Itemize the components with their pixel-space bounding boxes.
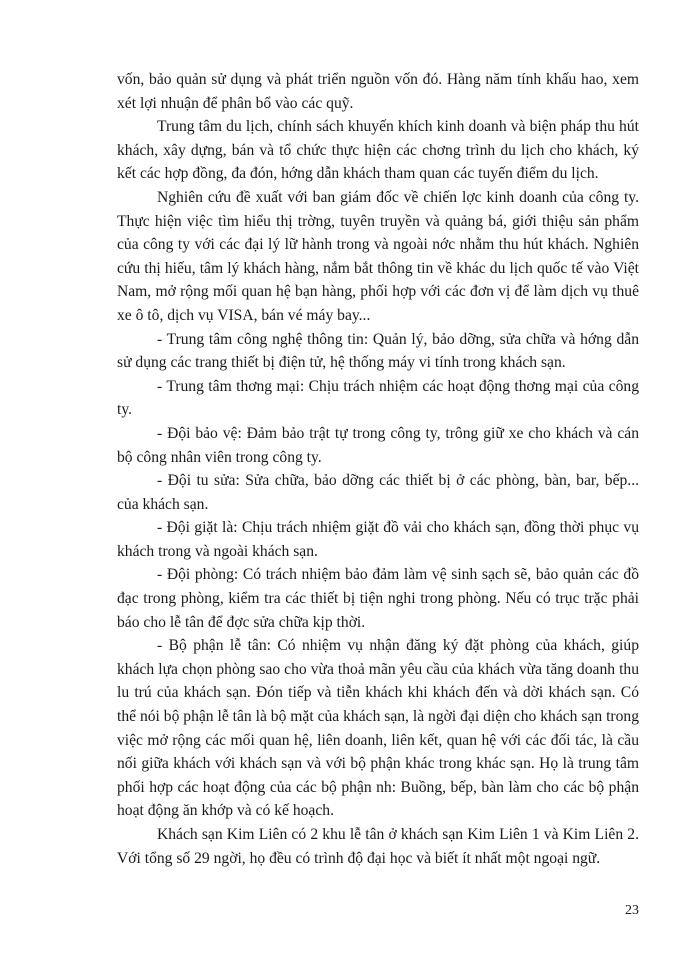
paragraph-it-center: - Trung tâm công nghệ thông tin: Quản lý, bảo dỡng, sửa chữa và hớng dẫn sử dụng các trang thiết bị điện tử, hệ thống máy vi tính trong khách sạn. xyxy=(117,330,639,372)
paragraph-commerce-center: - Trung tâm thơng mại: Chịu trách nhiệm các hoạt động thơng mại của công ty. xyxy=(117,377,639,419)
paragraph-housekeeping-team: - Đội phòng: Có trách nhiệm bảo đảm làm vệ sinh sạch sẽ, bảo quản các đồ đạc trong phòng, kiểm tra các thiết bị tiện nghi trong phòng. Nếu có trục trặc phải báo cho lễ tân để đợc sửa chữa kịp thời. xyxy=(117,566,639,631)
paragraph-kim-lien-reception: Khách sạn Kim Liên có 2 khu lễ tân ở khách sạn Kim Liên 1 và Kim Liên 2. Với tổng số 29 ngời, họ đều có trình độ đại học và biết ít nhất một ngoại ngữ. xyxy=(117,826,639,867)
document-body xyxy=(117,68,639,870)
paragraph-tourism-center: Trung tâm du lịch, chính sách khuyến khích kinh doanh và biện pháp thu hút khách, xây dựng, bán và tổ chức thực hiện các chơng trình du lịch cho khách, ký kết các hợp đồng, đa đón, hớng dẫn khách tham quan các tuyến điểm du lịch. xyxy=(117,118,639,183)
paragraph-reception-department: - Bộ phận lễ tân: Có nhiệm vụ nhận đăng ký đặt phòng của khách, giúp khách lựa chọn phòng sao cho vừa thoả mãn yêu cầu của khách vừa tăng doanh thu lu trú của khách sạn. Đón tiếp và tiễn khách khi khách đến và dời khách sạn. Có thể nói bộ phận lễ tân là bộ mặt của khách sạn, là ngời đại diện cho khách sạn trong việc mở rộng các mối quan hệ, liên doanh, liên kết, quan hệ với các đối tác, là cầu nối giữa khách với khách sạn và với bộ phận khác trong khác sạn. Họ là trung tâm phối hợp các hoạt động của các bộ phận nh: Buồng, bếp, bàn làm cho các bộ phận hoạt động ăn khớp và có kế hoạch. xyxy=(117,637,639,820)
paragraph-repair-team: - Đội tu sửa: Sửa chữa, bảo dỡng các thiết bị ở các phòng, bàn, bar, bếp... của khách sạn. xyxy=(117,472,639,513)
paragraph-security-team: - Đội bảo vệ: Đảm bảo trật tự trong công ty, trông giữ xe cho khách và cán bộ công nhân viên trong công ty. xyxy=(117,424,639,466)
paragraph-business-strategy: Nghiên cứu đề xuất với ban giám đốc về chiến lợc kinh doanh của công ty. Thực hiện việc tìm hiểu thị trờng, tuyên truyền và quảng bá, giới thiệu sản phẩm của công ty với các đại lý lữ hành trong và ngoài nớc nhằm thu hút khách. Nghiên cứu thị hiếu, tâm lý khách hàng, nắm bắt thông tin về khác du lịch quốc tế vào Việt Nam, mở rộng mối quan hệ bạn hàng, phối hợp với các đơn vị để làm dịch vụ thuê xe ô tô, dịch vụ VISA, bán vé máy bay... xyxy=(117,188,639,324)
paragraph-laundry-team: - Đội giặt là: Chịu trách nhiệm giặt đồ vải cho khách sạn, đồng thời phục vụ khách trong và ngoài khách sạn. xyxy=(117,519,639,560)
paragraph-capital-management: vốn, bảo quản sử dụng và phát triển nguồn vốn đó. Hàng năm tính khấu hao, xem xét lợi nhuận để phân bổ vào các quỹ. xyxy=(117,71,639,112)
page-number: 23 xyxy=(625,903,639,918)
